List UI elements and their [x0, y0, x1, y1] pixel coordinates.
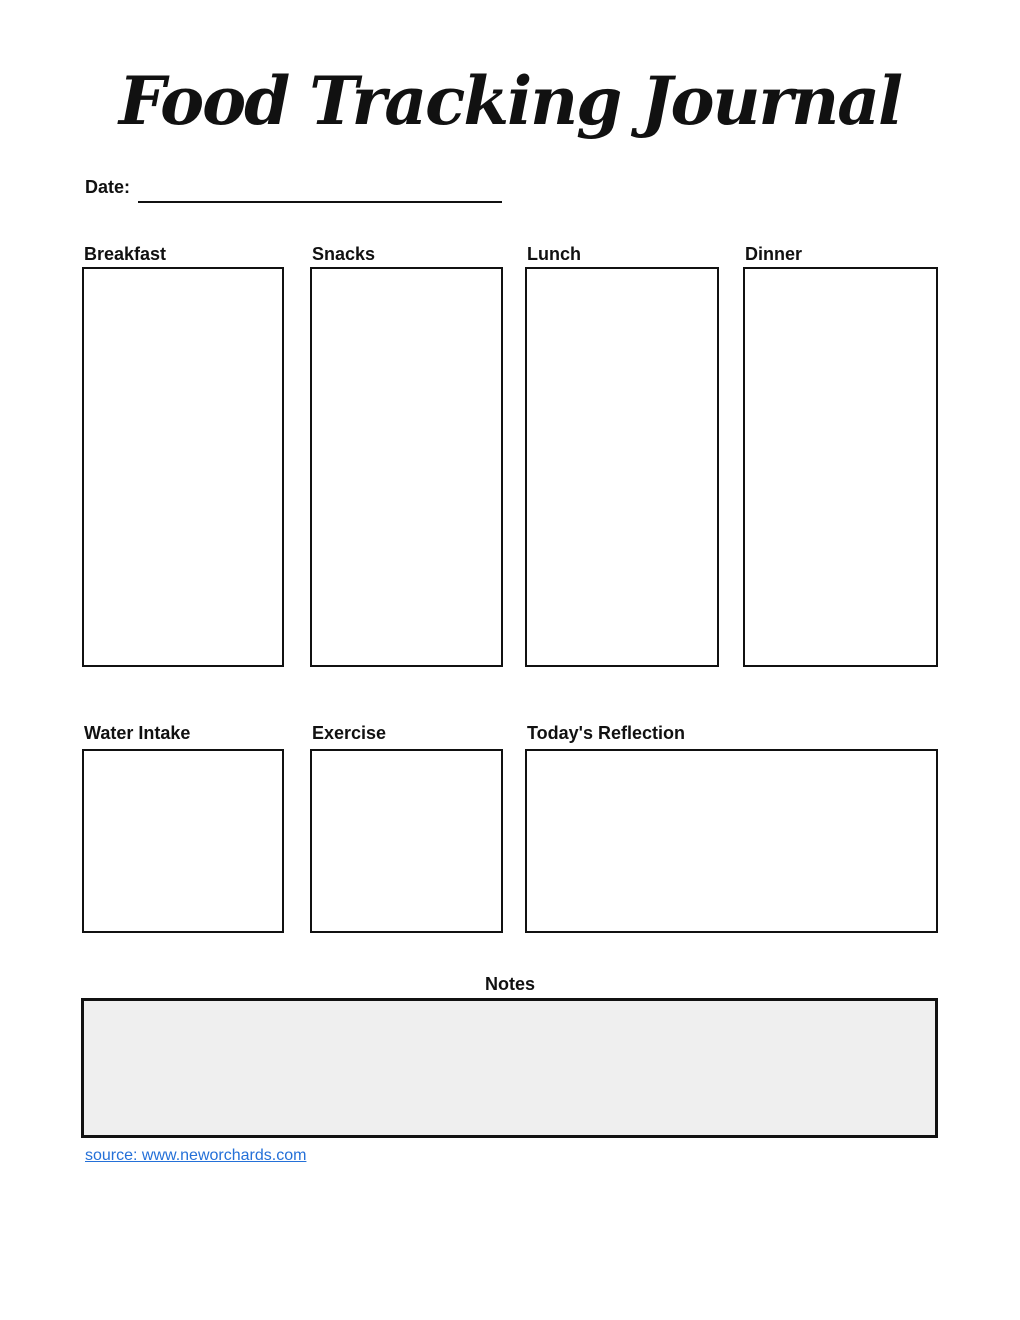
todays-reflection-entry-box[interactable] [525, 749, 938, 933]
date-label: Date: [85, 177, 131, 197]
lunch-entry-box[interactable] [525, 267, 719, 667]
water-intake-label: Water Intake [84, 723, 191, 743]
water-intake-entry-box[interactable] [82, 749, 284, 933]
breakfast-label: Breakfast [84, 244, 167, 264]
lunch-label: Lunch [527, 244, 581, 264]
dinner-entry-box[interactable] [743, 267, 938, 667]
snacks-entry-box[interactable] [310, 267, 503, 667]
breakfast-entry-box[interactable] [82, 267, 284, 667]
dinner-label: Dinner [745, 244, 803, 264]
exercise-entry-box[interactable] [310, 749, 503, 933]
source-link[interactable]: source: www.neworchards.com [85, 1147, 307, 1164]
date-input-line[interactable] [138, 183, 502, 203]
exercise-label: Exercise [312, 723, 387, 743]
snacks-label: Snacks [312, 244, 376, 264]
page-title: Food Tracking Journal [118, 62, 902, 140]
notes-entry-box[interactable] [81, 998, 938, 1138]
notes-label: Notes [484, 974, 535, 994]
todays-reflection-label: Today's Reflection [527, 723, 685, 743]
